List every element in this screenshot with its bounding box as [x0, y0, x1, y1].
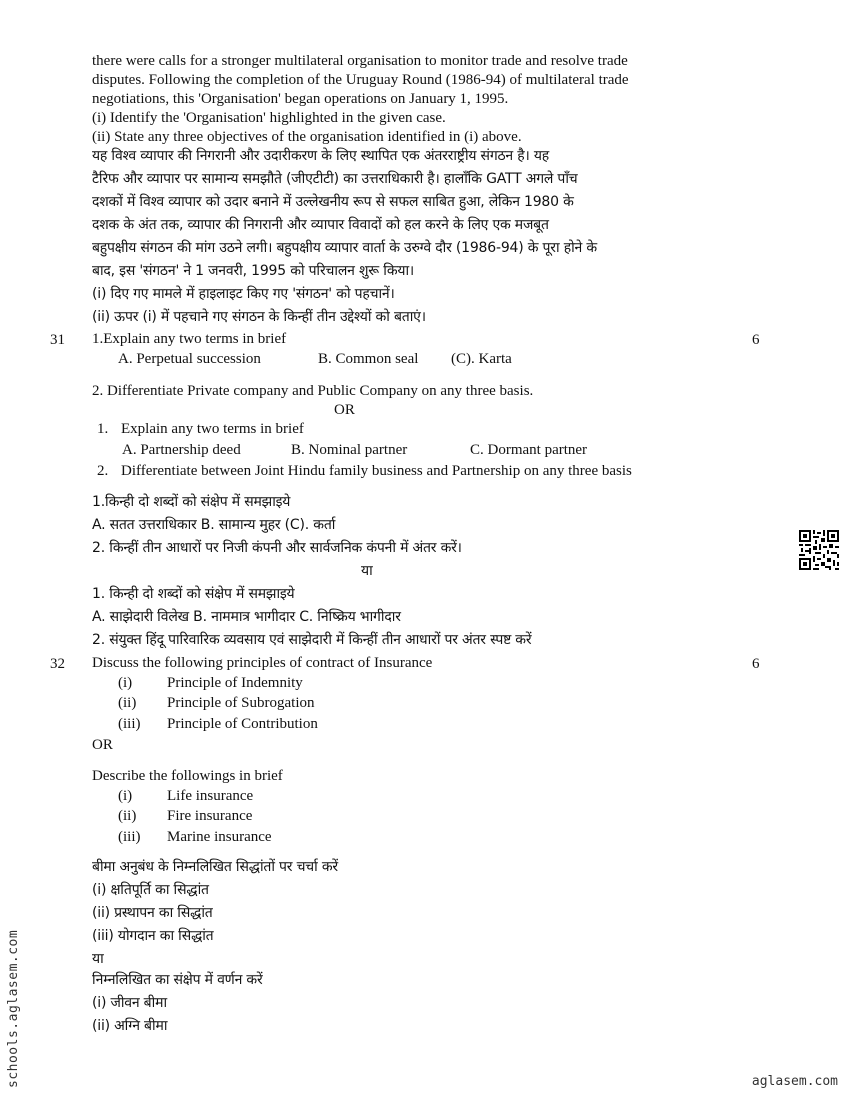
term-item: A. Partnership deed — [122, 442, 241, 458]
list-number: (iii) — [118, 716, 141, 732]
question-text: Describe the followings in brief — [92, 768, 283, 784]
passage-line-hindi: यह विश्व व्यापार की निगरानी और उदारीकरण के लिए स्थापित एक अंतरराष्ट्रीय संगठन है। यह — [92, 148, 549, 164]
passage-line-hindi: टैरिफ और व्यापार पर सामान्य समझौते (जीएटीटी) का उत्तराधिकारी है। हालाँकि GATT अगले पाँच — [92, 171, 578, 187]
list-item: Marine insurance — [167, 829, 272, 845]
list-item: Fire insurance — [167, 808, 253, 824]
question-text: Discuss the following principles of contract of Insurance — [92, 655, 433, 671]
list-item: Principle of Subrogation — [167, 695, 315, 711]
question-number: 31 — [50, 332, 65, 348]
question-text-hindi: 2. किन्हीं तीन आधारों पर निजी कंपनी और सार्वजनिक कंपनी में अंतर करें। — [92, 540, 462, 556]
or-separator: OR — [92, 737, 113, 753]
question-number: 32 — [50, 656, 65, 672]
question-text-hindi: बीमा अनुबंध के निम्नलिखित सिद्धांतों पर चर्चा करें — [92, 859, 338, 875]
passage-line-hindi: दशकों में विश्व व्यापार को उदार बनाने में उल्लेखनीय रूप से सफल साबित हुआ, लेकिन 1980 के — [92, 194, 574, 210]
passage-line-hindi: दशक के अंत तक, व्यापार की निगरानी और व्यापार विवादों को हल करने के लिए एक मजबूत — [92, 217, 549, 233]
list-number: (ii) — [118, 808, 137, 824]
passage-line: disputes. Following the completion of the Uruguay Round (1986-94) of multilateral trade — [92, 72, 629, 88]
list-number: (i) — [118, 675, 133, 691]
question-part: (i) Identify the 'Organisation' highlighted in the given case. — [92, 110, 446, 126]
question-part-hindi: (ii) ऊपर (i) में पहचाने गए संगठन के किन्हीं तीन उद्देश्यों को बताएं। — [92, 309, 426, 325]
question-part-hindi: (i) दिए गए मामले में हाइलाइट किए गए 'संगठन' को पहचानें। — [92, 286, 395, 302]
list-number: (i) — [118, 788, 133, 804]
passage-line-hindi: बहुपक्षीय संगठन की मांग उठने लगी। बहुपक्षीय व्यापार वार्ता के उरुग्वे दौर (1986-94) के पूरा होने के — [92, 240, 597, 256]
question-text-hindi: 1. किन्ही दो शब्दों को संक्षेप में समझाइये — [92, 586, 295, 602]
question-text: Explain any two terms in brief — [121, 421, 304, 437]
list-item-hindi: (ii) अग्नि बीमा — [92, 1018, 168, 1034]
side-watermark: schools.aglasem.com — [6, 929, 21, 1088]
question-part: (ii) State any three objectives of the organisation identified in (i) above. — [92, 129, 522, 145]
question-text-hindi: A. साझेदारी विलेख B. नाममात्र भागीदार C. निष्क्रिय भागीदार — [92, 609, 401, 625]
passage-line: there were calls for a stronger multilateral organisation to monitor trade and resolve trade — [92, 53, 628, 69]
passage-line-hindi: बाद, इस 'संगठन' ने 1 जनवरी, 1995 को परिचालन शुरू किया। — [92, 263, 415, 279]
question-marks: 6 — [752, 656, 760, 672]
question-text: 1.Explain any two terms in brief — [92, 331, 287, 347]
term-item: B. Nominal partner — [291, 442, 408, 458]
question-text-hindi: निम्नलिखित का संक्षेप में वर्णन करें — [92, 972, 263, 988]
footer-site: aglasem.com — [751, 1074, 838, 1089]
qr-code-icon — [799, 530, 839, 570]
or-separator: OR — [334, 402, 355, 418]
term-item: B. Common seal — [318, 351, 419, 367]
list-item: Principle of Indemnity — [167, 675, 303, 691]
list-number: 2. — [97, 463, 109, 479]
question-text: Differentiate between Joint Hindu family business and Partnership on any three basis — [121, 463, 632, 479]
list-item-hindi: (i) क्षतिपूर्ति का सिद्धांत — [92, 882, 209, 898]
term-item: A. Perpetual succession — [118, 351, 261, 367]
term-item: C. Dormant partner — [470, 442, 588, 458]
list-item-hindi: (ii) प्रस्थापन का सिद्धांत — [92, 905, 213, 921]
question-text-hindi: A. सतत उत्तराधिकार B. सामान्य मुहर (C). कर्ता — [92, 517, 336, 533]
question-text-hindi: 1.किन्ही दो शब्दों को संक्षेप में समझाइये — [92, 494, 291, 510]
passage-line: negotiations, this 'Organisation' began operations on January 1, 1995. — [92, 91, 509, 107]
list-item: Life insurance — [167, 788, 254, 804]
list-item: Principle of Contribution — [167, 716, 318, 732]
list-number: (ii) — [118, 695, 137, 711]
question-text: 2. Differentiate Private company and Public Company on any three basis. — [92, 383, 534, 399]
question-text-hindi: 2. संयुक्त हिंदू पारिवारिक व्यवसाय एवं साझेदारी में किन्हीं तीन आधारों पर अंतर स्पष्ट करें — [92, 632, 532, 648]
question-marks: 6 — [752, 332, 760, 348]
term-item: (C). Karta — [451, 351, 512, 367]
list-number: (iii) — [118, 829, 141, 845]
or-separator-hindi: या — [92, 951, 104, 967]
or-separator-hindi: या — [361, 563, 373, 579]
list-item-hindi: (iii) योगदान का सिद्धांत — [92, 928, 214, 944]
list-number: 1. — [97, 421, 109, 437]
list-item-hindi: (i) जीवन बीमा — [92, 995, 167, 1011]
